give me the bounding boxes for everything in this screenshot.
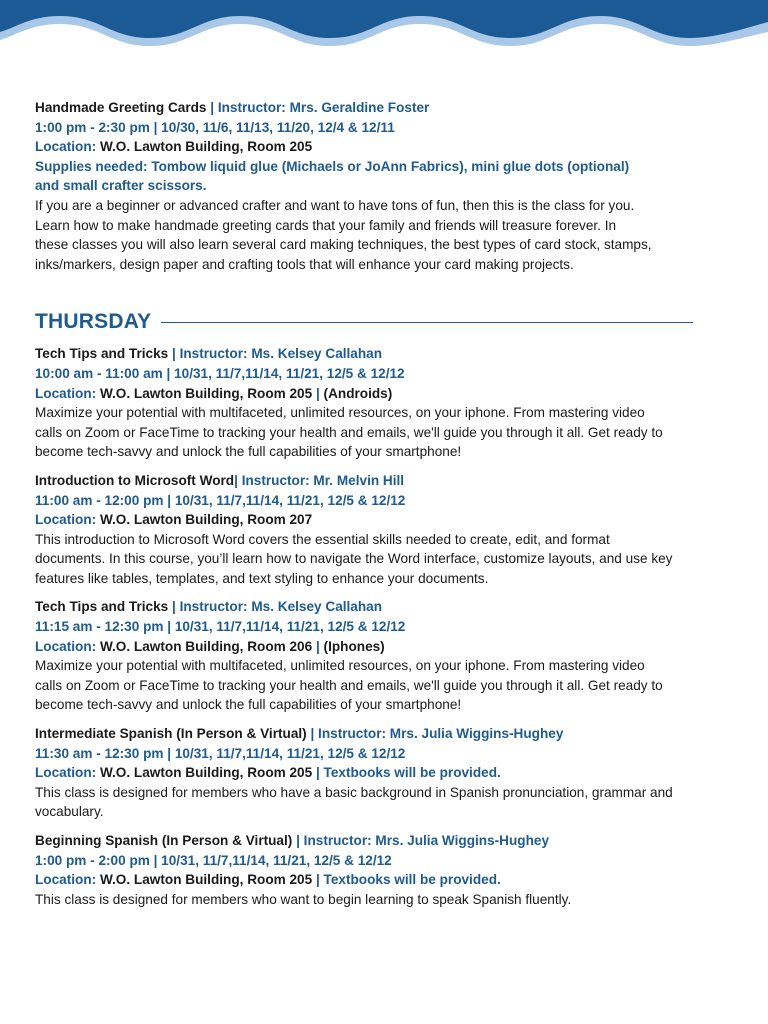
class-description (35, 890, 740, 910)
description-line: documents. In this course, you’ll learn how to navigate the Word interface, customize layouts, and use key (35, 551, 673, 567)
class-title: Tech Tips and Tricks (35, 599, 169, 615)
header-wave-decoration (0, 0, 768, 60)
class-description (35, 196, 740, 274)
description-line: features like tables, templates, and text styling to enhance your documents. (35, 570, 489, 586)
class-schedule: 11:00 am - 12:00 pm | 10/31, 11/7,11/14, 11/21, 12/5 & 12/12 (35, 492, 406, 508)
class-location: W.O. Lawton Building, Room 205 (99, 872, 313, 888)
description-line: become tech-savvy and unlock the full capabilities of your smartphone! (35, 697, 462, 713)
description-line: Learn how to make handmade greeting cards that your family and friends will treasure forever. In (35, 217, 617, 233)
class-schedule: 11:30 am - 12:30 pm | 10/31, 11/7,11/14, 11/21, 12/5 & 12/12 (35, 745, 406, 761)
day-heading-row (35, 306, 740, 338)
class-title-line (35, 98, 740, 118)
class-supplies-line-2: and small crafter scissors. (35, 178, 207, 194)
location-separator: | (315, 385, 320, 401)
location-label: Location: (35, 385, 97, 401)
class-instructor: | Instructor: Mrs. Julia Wiggins-Hughey (296, 833, 550, 848)
class-schedule: 1:00 pm - 2:00 pm | 10/31, 11/7,11/14, 11/21, 12/5 & 12/12 (35, 852, 392, 868)
class-entry (35, 724, 740, 822)
class-title: Introduction to Microsoft Word (35, 472, 235, 488)
class-supplies-line-1: Supplies needed: Tombow liquid glue (Michaels or JoAnn Fabrics), mini glue dots (optional) (35, 158, 630, 174)
class-instructor: | Instructor: Ms. Kelsey Callahan (172, 599, 383, 615)
class-description (35, 783, 740, 822)
class-instructor: | Instructor: Mr. Melvin Hill (234, 472, 405, 488)
description-line: This introduction to Microsoft Word covers the essential skills needed to create, edit, and format (35, 531, 610, 547)
description-line: This class is designed for members who want to begin learning to speak Spanish fluently. (35, 891, 572, 907)
class-title: Handmade Greeting Cards (35, 100, 207, 115)
description-line: become tech-savvy and unlock the full capabilities of your smartphone! (35, 444, 462, 460)
class-title: Tech Tips and Tricks (35, 346, 169, 362)
description-line: If you are a beginner or advanced crafter and want to have tons of fun, then this is the class for you. (35, 197, 635, 213)
class-instructor: | Instructor: Ms. Kelsey Callahan (172, 346, 383, 362)
description-line: vocabulary. (35, 804, 104, 820)
description-line: Maximize your potential with multifaceted, unlimited resources, on your iphone. From mastering video (35, 658, 645, 674)
class-description (35, 403, 740, 462)
class-location-line (35, 763, 740, 783)
class-title-line (35, 471, 740, 491)
description-line: these classes you will also learn several card making techniques, the best types of card stock, stamps, (35, 237, 652, 253)
schedule-content (35, 98, 740, 918)
class-schedule: 10:00 am - 11:00 am | 10/31, 11/7,11/14, 11/21, 12/5 & 12/12 (35, 365, 405, 381)
class-title: Intermediate Spanish (In Person & Virtual) (35, 726, 307, 742)
class-location-line (35, 384, 740, 404)
description-line: Maximize your potential with multifaceted, unlimited resources, on your iphone. From mastering video (35, 405, 645, 421)
location-note: (Iphones) (323, 638, 385, 654)
class-title-line (35, 344, 740, 364)
class-location-line (35, 137, 740, 157)
heading-divider (161, 322, 693, 323)
description-line: inks/markers, design paper and crafting tools that will enhance your card making projects. (35, 256, 574, 272)
description-line: calls on Zoom or FaceTime to tracking your health and emails, we'll guide you through it all. Get ready to (35, 677, 663, 693)
location-label: Location: (35, 139, 97, 155)
class-entry (35, 471, 740, 589)
location-label: Location: (35, 765, 97, 781)
class-location: W.O. Lawton Building, Room 205 (99, 139, 313, 155)
class-entry (35, 831, 740, 909)
location-separator: | (315, 638, 320, 654)
class-description (35, 656, 740, 715)
location-note: (Androids) (323, 385, 393, 401)
location-label: Location: (35, 512, 97, 528)
class-location-line (35, 510, 740, 530)
class-location-line (35, 870, 740, 890)
class-location: W.O. Lawton Building, Room 205 (99, 765, 313, 781)
class-instructor: | Instructor: Mrs. Geraldine Foster (210, 100, 430, 115)
class-location: W.O. Lawton Building, Room 206 (99, 638, 313, 654)
class-location: W.O. Lawton Building, Room 205 (99, 385, 313, 401)
class-location-line (35, 637, 740, 657)
class-title: Beginning Spanish (In Person & Virtual) (35, 833, 293, 848)
class-location: W.O. Lawton Building, Room 207 (99, 512, 313, 528)
class-title-line (35, 724, 740, 744)
class-entry (35, 344, 740, 462)
location-label: Location: (35, 872, 97, 888)
class-schedule: 11:15 am - 12:30 pm | 10/31, 11/7,11/14, 11/21, 12/5 & 12/12 (35, 619, 406, 635)
class-entry (35, 597, 740, 715)
location-label: Location: (35, 638, 97, 654)
class-schedule: 1:00 pm - 2:30 pm | 10/30, 11/6, 11/13, 11/20, 12/4 & 12/11 (35, 119, 395, 135)
class-entry (35, 98, 740, 274)
description-line: This class is designed for members who have a basic background in Spanish pronunciation, grammar and (35, 784, 673, 800)
class-title-line (35, 597, 740, 617)
description-line: calls on Zoom or FaceTime to tracking your health and emails, we'll guide you through it all. Get ready to (35, 424, 663, 440)
location-extra-note: | Textbooks will be provided. (315, 765, 501, 781)
class-title-line (35, 831, 740, 851)
day-heading: THURSDAY (35, 310, 152, 334)
class-description (35, 530, 740, 589)
location-extra-note: | Textbooks will be provided. (315, 872, 501, 888)
class-instructor: | Instructor: Mrs. Julia Wiggins-Hughey (310, 726, 564, 742)
